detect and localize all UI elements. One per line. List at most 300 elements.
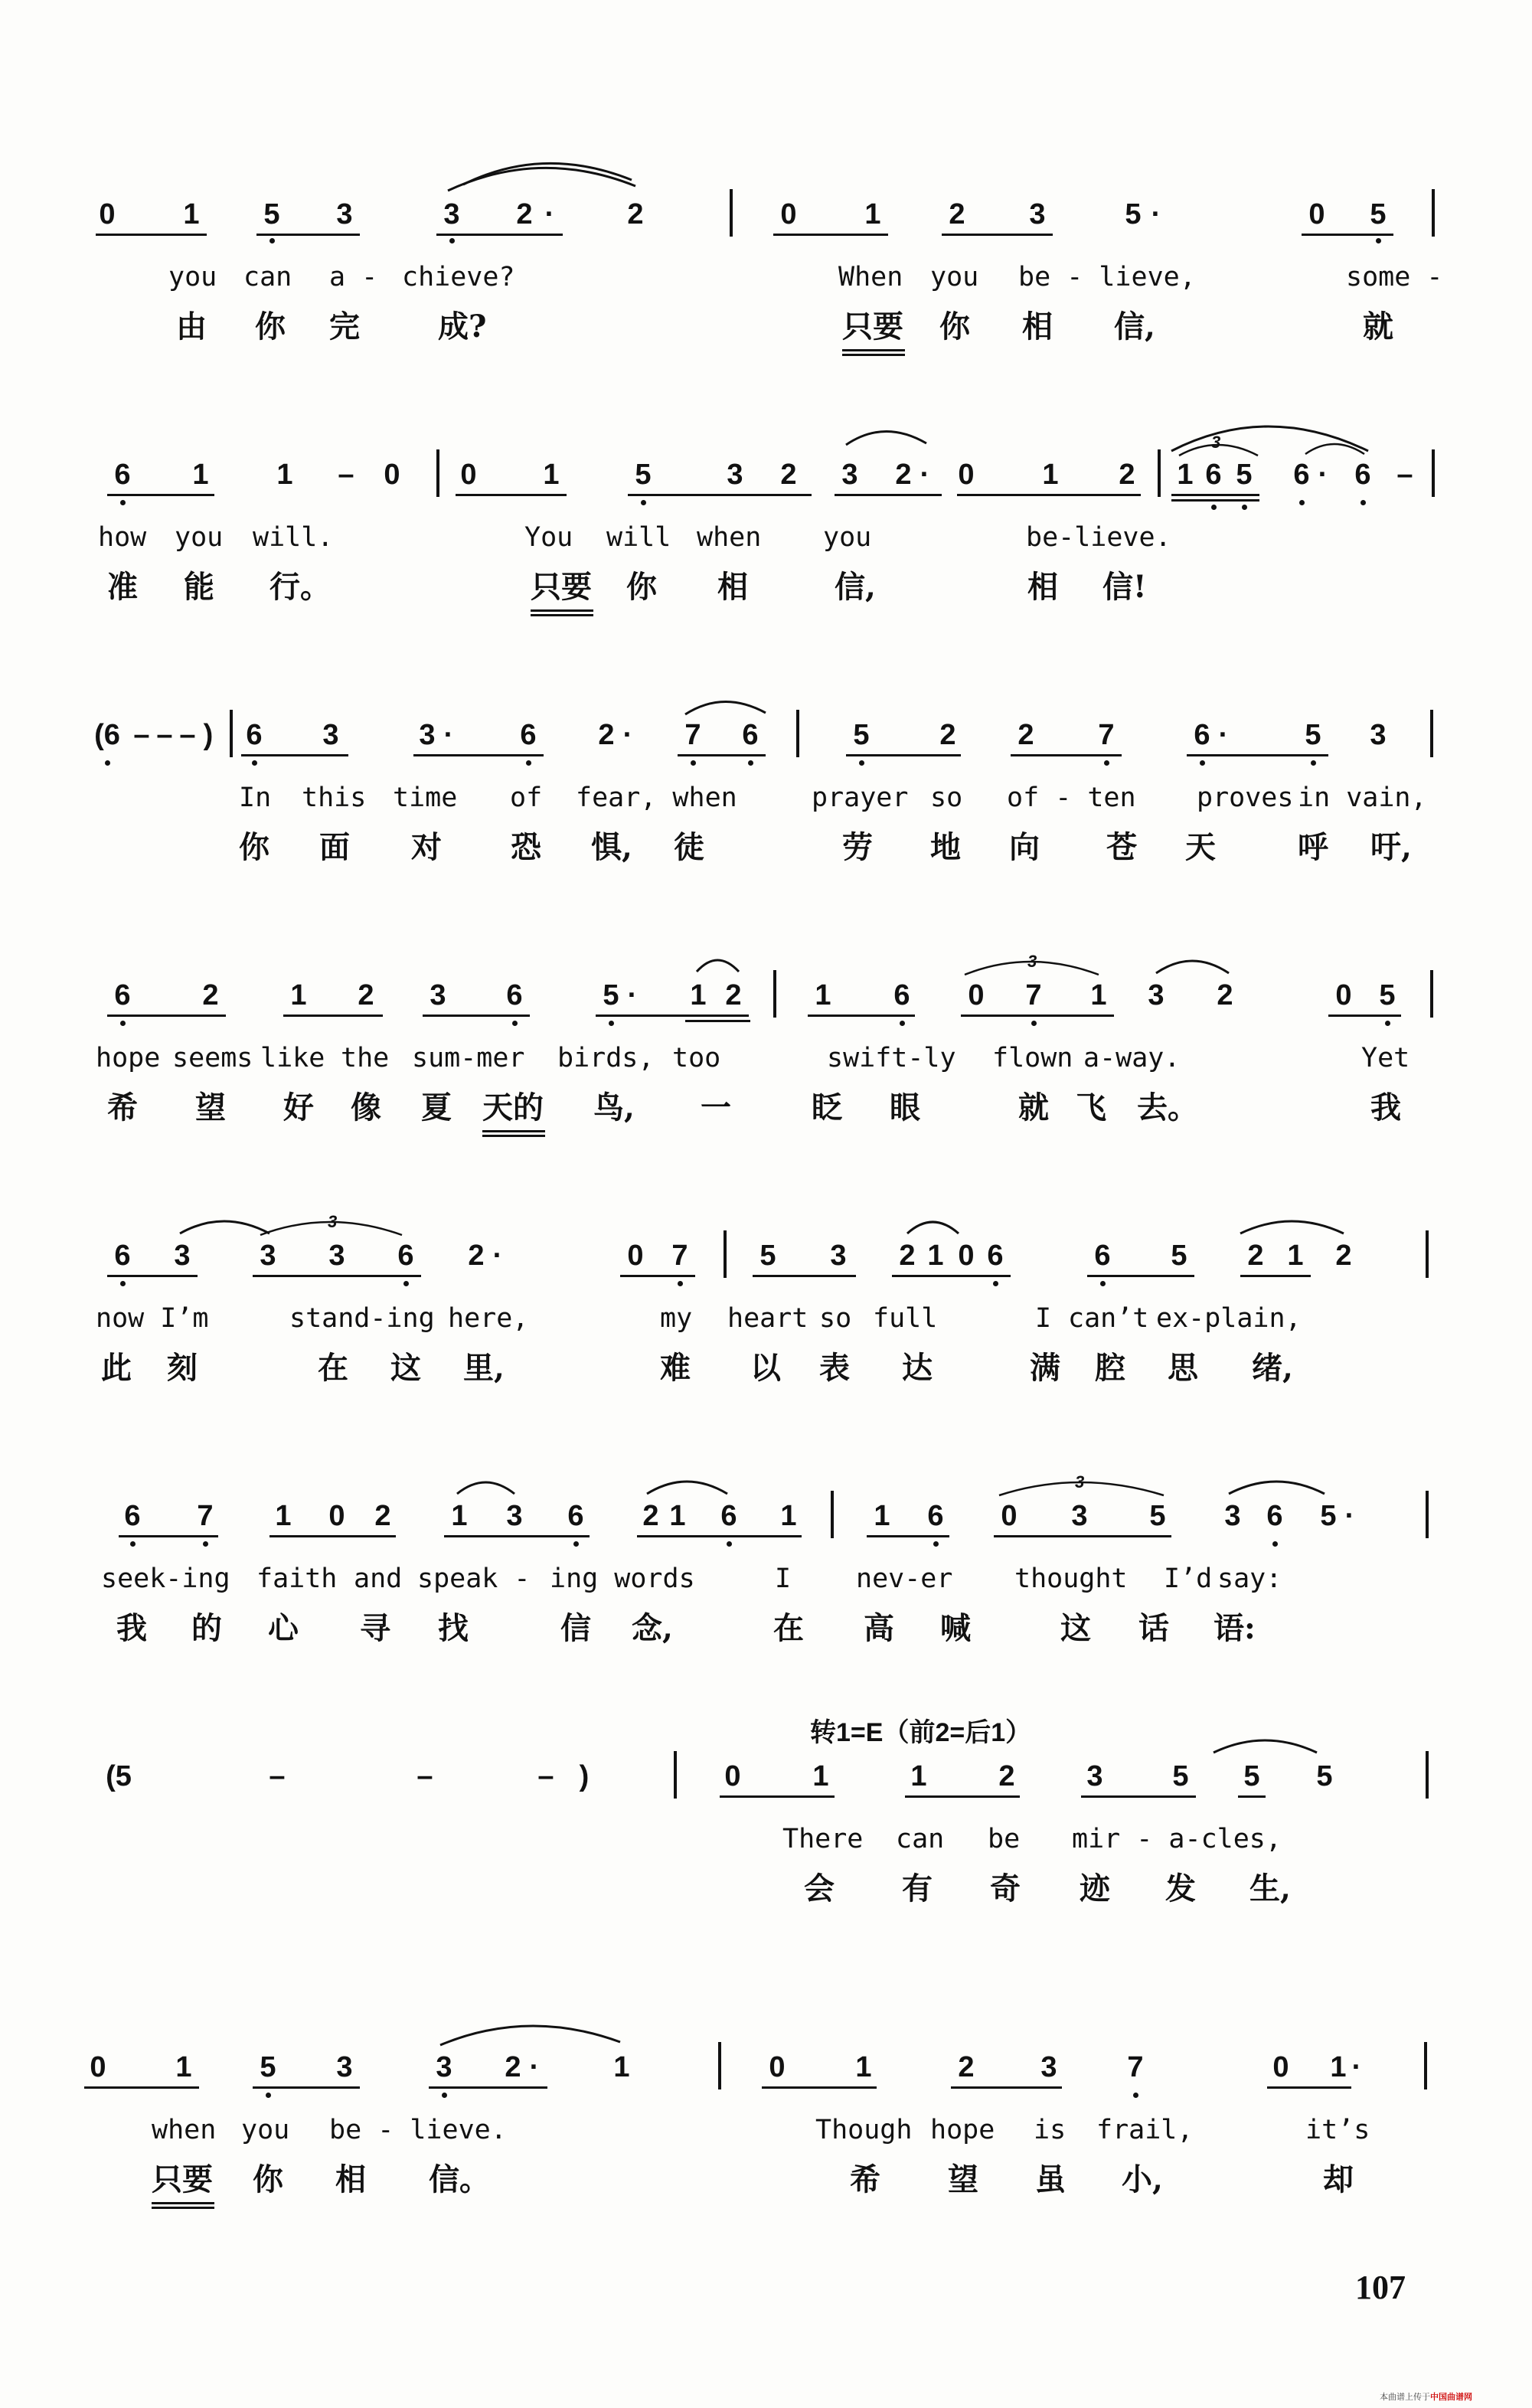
lyric-word: 腔: [1095, 1350, 1125, 1386]
note: 3: [1148, 979, 1165, 1011]
note: 7: [684, 719, 701, 751]
lyric-word: can’t: [1068, 1303, 1149, 1334]
low-octave-dot: [1031, 1021, 1037, 1026]
note: 2: [202, 979, 219, 1011]
low-octave-dot: [641, 500, 646, 505]
note: 3: [1086, 1760, 1103, 1792]
underline: [429, 2086, 547, 2089]
lyric-word: 语:: [1214, 1610, 1256, 1646]
augmentation-dot: ·: [1318, 459, 1328, 491]
note: 6: [397, 1240, 414, 1272]
lyric-word: when: [697, 522, 762, 553]
lyric-word: you: [241, 2115, 290, 2145]
note: 0: [1272, 2051, 1289, 2083]
low-octave-dot: [748, 760, 753, 766]
barline: [1432, 449, 1435, 497]
chinese-lyric-row: [0, 826, 1532, 872]
lyric-double-underline: [482, 1135, 545, 1137]
low-octave-dot: [1242, 505, 1247, 510]
note: 3: [1071, 1500, 1088, 1532]
lyric-word: 望: [195, 1090, 226, 1126]
lyric-word: 你: [626, 569, 657, 605]
underline: [628, 494, 812, 496]
lyric-word: now I’m: [96, 1303, 209, 1334]
triplet-number: 3: [1211, 433, 1221, 452]
lyric-word: 寻: [360, 1610, 390, 1646]
underline: [96, 234, 207, 236]
lyric-word: will.: [253, 522, 334, 553]
lyric-word: 高: [864, 1610, 894, 1646]
notation-row: [0, 1757, 1532, 1803]
underline: [456, 494, 567, 496]
note: 3: [841, 459, 858, 491]
slur: [681, 694, 773, 717]
lyric-word: 准: [107, 569, 138, 605]
page-number: 107: [1355, 2269, 1406, 2306]
augmentation-dot: ·: [492, 1240, 503, 1272]
lyric-word: you: [930, 262, 979, 292]
underline: [423, 1014, 530, 1017]
tie: [1302, 437, 1370, 456]
augmentation-dot: ·: [1218, 719, 1229, 751]
lyric-word: 完: [329, 309, 360, 345]
slur: [643, 1474, 735, 1497]
lyric-word: 由: [176, 309, 207, 345]
note: 5: [603, 979, 619, 1011]
underline: [720, 1795, 835, 1798]
underline: [905, 1795, 1020, 1798]
notation-row: [0, 716, 1532, 762]
triplet-number: 3: [1075, 1472, 1085, 1492]
lyric-word: 面: [319, 829, 350, 865]
lyric-word: seek-ing: [101, 1563, 230, 1594]
lyric-word: 呼: [1298, 829, 1328, 865]
note: 6: [1205, 459, 1222, 491]
note: 2: [1018, 719, 1034, 751]
lyric-word: of: [510, 783, 543, 813]
lyric-word: 你: [255, 309, 286, 345]
underline: [1087, 1275, 1194, 1277]
lyric-double-underline: [531, 609, 593, 612]
note: 0: [328, 1500, 345, 1532]
low-octave-dot: [993, 1281, 998, 1286]
underline: [762, 2086, 877, 2089]
lyric-word: birds,: [557, 1043, 655, 1073]
underline: [867, 1535, 949, 1537]
lyric-word: 表: [819, 1350, 850, 1386]
lyric-word: 我: [116, 1610, 147, 1646]
lyric-word: fear, when: [576, 783, 737, 813]
lyric-word: 惧,: [591, 829, 632, 865]
lyric-word: 相: [1022, 309, 1053, 345]
english-lyric-row: [0, 1820, 1532, 1866]
lyric-word: 夏: [421, 1090, 452, 1126]
note: 6: [114, 459, 131, 491]
lyric-word: 好: [283, 1090, 314, 1126]
note: 7: [197, 1500, 214, 1532]
low-octave-dot: [691, 760, 696, 766]
underline: [436, 234, 563, 236]
lyric-word: 地: [930, 829, 961, 865]
note: 2: [1335, 1240, 1352, 1272]
note: 0: [90, 2051, 106, 2083]
lyric-word: 信,: [835, 569, 876, 605]
lyric-word: mir - a-cles,: [1072, 1824, 1282, 1854]
low-octave-dot: [120, 1281, 126, 1286]
note: 6: [1094, 1240, 1111, 1272]
note: 2: [642, 1500, 659, 1532]
slur: [453, 1474, 522, 1497]
note: 0: [958, 459, 975, 491]
slur: [436, 2019, 628, 2047]
lyric-word: 希: [850, 2161, 880, 2197]
note: 2: [1119, 459, 1135, 491]
note: 6: [720, 1500, 737, 1532]
note: 1: [815, 979, 831, 1011]
note: 7: [1098, 719, 1115, 751]
lyric-word: time: [393, 783, 458, 813]
note: 6: [124, 1500, 141, 1532]
lyric-word: I: [1035, 1303, 1052, 1334]
lyric-word: 此: [101, 1350, 132, 1386]
underline: [678, 754, 766, 756]
note: 1: [451, 1500, 468, 1532]
low-octave-dot: [120, 500, 126, 505]
note: 2: [358, 979, 374, 1011]
note: 0: [968, 979, 985, 1011]
note: 2: [780, 459, 797, 491]
lyric-word: 对: [411, 829, 442, 865]
lyric-word: 迹: [1080, 1871, 1110, 1906]
lyric-double-underline: [482, 1130, 545, 1132]
underline: [1011, 754, 1122, 756]
lyric-word: 绪,: [1252, 1350, 1293, 1386]
barline: [1432, 189, 1435, 237]
lyric-word: and: [354, 1563, 403, 1594]
underline: [253, 2086, 360, 2089]
note: 5: [263, 198, 280, 230]
lyric-word: 以: [750, 1350, 781, 1386]
barline: [773, 970, 776, 1018]
lyric-word: There: [782, 1824, 864, 1854]
lyric-word: so: [819, 1303, 852, 1334]
lyric-word: 吁,: [1370, 829, 1412, 865]
note: 5: [1316, 1760, 1333, 1792]
augmentation-dot: ·: [622, 719, 633, 751]
lyric-word: 却: [1323, 2161, 1354, 2197]
triplet-number: 3: [328, 1212, 338, 1231]
lyric-word: here,: [448, 1303, 529, 1334]
lyric-word: thought: [1014, 1563, 1128, 1594]
lyric-word: 眨: [812, 1090, 842, 1126]
note: 3: [830, 1240, 847, 1272]
lyric-word: 飞: [1076, 1090, 1106, 1126]
lyric-word: speak -: [417, 1563, 531, 1594]
english-lyric-row: [0, 1560, 1532, 1606]
note: 1: [1090, 979, 1107, 1011]
underline: [835, 494, 942, 496]
barline: [730, 189, 733, 237]
note: 6: [1293, 459, 1310, 491]
note: 2: [895, 459, 912, 491]
english-lyric-row: [0, 518, 1532, 564]
note: 6: [114, 979, 131, 1011]
note: 2: [374, 1500, 391, 1532]
low-octave-dot: [130, 1541, 136, 1547]
note: 3: [1224, 1500, 1241, 1532]
underline: [596, 1014, 749, 1017]
lyric-word: 徒: [674, 829, 704, 865]
dash: –: [338, 459, 354, 491]
lyric-word: 这: [390, 1350, 421, 1386]
augmentation-dot: ·: [920, 459, 930, 491]
lyric-word: my: [660, 1303, 693, 1334]
lyric-word: 鸟,: [593, 1090, 635, 1126]
underline: [957, 494, 1141, 496]
lyric-word: hope: [96, 1043, 161, 1073]
note: 1: [192, 459, 209, 491]
lyric-word: When: [838, 262, 903, 292]
lyric-word: you: [823, 522, 872, 553]
lyric-word: chieve?: [402, 262, 515, 292]
lyric-double-underline: [152, 2207, 214, 2209]
note: 2: [939, 719, 956, 751]
note: 1: [543, 459, 560, 491]
lyric-word: can: [243, 262, 292, 292]
lyric-word: 达: [902, 1350, 933, 1386]
note: 0: [627, 1240, 644, 1272]
lyric-word: a-way.: [1083, 1043, 1181, 1073]
lyric-word: I: [775, 1563, 792, 1594]
lyric-word: 就: [1018, 1090, 1049, 1126]
lyric-word: swift-ly: [827, 1043, 956, 1073]
lyric-word: 心: [268, 1610, 299, 1646]
lyric-word: frail,: [1096, 2115, 1194, 2145]
note: 0: [99, 198, 116, 230]
english-lyric-row: [0, 2111, 1532, 2157]
underline: [283, 1014, 383, 1017]
underline: [753, 1275, 856, 1277]
lyric-word: 有: [902, 1871, 933, 1906]
lyric-word: 信: [560, 1610, 591, 1646]
lyric-word: 虽: [1035, 2161, 1066, 2197]
lyric-word: 我: [1370, 1090, 1401, 1126]
lyric-double-underline: [842, 354, 905, 356]
note: 1: [1177, 459, 1194, 491]
lyric-word: flown: [992, 1043, 1073, 1073]
barline: [230, 710, 233, 757]
chinese-lyric-row: [0, 1086, 1532, 1132]
underline: [107, 1014, 226, 1017]
notation-row: [0, 195, 1532, 241]
underline: [961, 1014, 1114, 1017]
lyric-word: 去。: [1137, 1090, 1198, 1126]
lyric-word: 你: [939, 309, 970, 345]
lyric-word: 生,: [1249, 1871, 1291, 1906]
note: ): [203, 719, 214, 751]
note: 7: [1127, 2051, 1144, 2083]
note: 3: [430, 979, 446, 1011]
slur: [444, 162, 643, 192]
lyric-word: 里,: [463, 1350, 505, 1386]
barline: [1426, 1751, 1429, 1799]
low-octave-dot: [727, 1541, 732, 1547]
lyric-word: 话: [1138, 1610, 1169, 1646]
note: 0: [780, 198, 797, 230]
note: 2: [998, 1760, 1015, 1792]
underline: [256, 234, 360, 236]
note: 5: [1171, 1240, 1187, 1272]
lyric-word: it’s: [1305, 2115, 1370, 2145]
underline: [773, 234, 888, 236]
note: 3: [443, 198, 460, 230]
note: 1: [183, 198, 200, 230]
slur: [842, 425, 934, 448]
lyric-word: Though: [815, 2115, 913, 2145]
note: 6: [567, 1500, 584, 1532]
underline: [1171, 499, 1259, 502]
note: 1: [910, 1760, 927, 1792]
notation-row: [0, 1237, 1532, 1282]
note: 6: [246, 719, 263, 751]
note: 0: [384, 459, 400, 491]
note: 3: [336, 198, 353, 230]
note: 1: [927, 1240, 944, 1272]
low-octave-dot: [403, 1281, 409, 1286]
low-octave-dot: [573, 1541, 579, 1547]
note: 1: [855, 2051, 872, 2083]
note: 6: [506, 979, 523, 1011]
note: ): [579, 1760, 590, 1792]
lyric-word: 你: [253, 2161, 283, 2197]
lyric-word: ing words: [550, 1563, 695, 1594]
low-octave-dot: [678, 1281, 683, 1286]
note: 1: [175, 2051, 192, 2083]
low-octave-dot: [609, 1021, 614, 1026]
note: 3: [336, 2051, 353, 2083]
note: 3: [727, 459, 743, 491]
note: 1: [290, 979, 307, 1011]
note: (5: [106, 1760, 132, 1792]
note: 5: [1125, 198, 1142, 230]
note: 5: [1236, 459, 1253, 491]
lyric-word: full: [873, 1303, 938, 1334]
note: 3: [419, 719, 436, 751]
lyric-word: 像: [351, 1090, 381, 1126]
lyric-word: 行。: [269, 569, 331, 605]
low-octave-dot: [203, 1541, 208, 1547]
low-octave-dot: [933, 1541, 939, 1547]
note: 0: [1335, 979, 1352, 1011]
lyric-word: 望: [948, 2161, 978, 2197]
lyric-word: 念,: [632, 1610, 673, 1646]
chinese-lyric-row: [0, 566, 1532, 612]
note: 2: [1247, 1240, 1264, 1272]
slur: [693, 952, 746, 975]
lyric-word: 刻: [167, 1350, 198, 1386]
lyric-word: Yet: [1361, 1043, 1410, 1073]
lyric-word: 劳: [842, 829, 873, 865]
low-octave-dot: [859, 760, 864, 766]
note: 2: [958, 2051, 975, 2083]
notation-row: [0, 976, 1532, 1022]
lyric-double-underline: [152, 2202, 214, 2204]
lyric-word: 天: [1185, 829, 1216, 865]
source-brand: 中国曲谱网: [1430, 2392, 1472, 2402]
lyric-word: be: [988, 1824, 1021, 1854]
low-octave-dot: [1361, 500, 1366, 505]
lyric-word: 能: [184, 569, 214, 605]
barline: [1430, 970, 1433, 1018]
lyric-word: heart: [727, 1303, 808, 1334]
underline: [1171, 494, 1259, 496]
underline: [119, 1535, 218, 1537]
lyric-word: 眼: [890, 1090, 920, 1126]
underline: [620, 1275, 695, 1277]
lyric-word: 信。: [429, 2161, 490, 2197]
note: 5: [1305, 719, 1321, 751]
note: 0: [769, 2051, 786, 2083]
note: 1: [669, 1500, 686, 1532]
underline: [685, 1020, 750, 1022]
slur: [1152, 953, 1236, 976]
low-octave-dot: [1272, 1541, 1278, 1547]
barline: [1430, 710, 1433, 757]
low-octave-dot: [120, 1021, 126, 1026]
low-octave-dot: [269, 238, 275, 243]
lyric-word: 向: [1009, 829, 1040, 865]
underline: [846, 754, 961, 756]
lyric-word: 难: [660, 1350, 691, 1386]
lyric-word: In: [239, 783, 272, 813]
note: 6: [1194, 719, 1210, 751]
lyric-word: 相: [1027, 569, 1058, 605]
lyric-word: 喊: [940, 1610, 971, 1646]
lyric-word: 一: [701, 1090, 731, 1126]
lyric-word: 在: [773, 1610, 804, 1646]
barline: [1424, 2042, 1427, 2089]
note: 3: [1040, 2051, 1057, 2083]
note: 6: [987, 1240, 1004, 1272]
lyric-word: 这: [1060, 1610, 1091, 1646]
lyric-word: 满: [1030, 1350, 1060, 1386]
note: 0: [1308, 198, 1325, 230]
underline: [951, 2086, 1062, 2089]
note: 1: [874, 1500, 890, 1532]
note: 2: [516, 198, 533, 230]
note: 2: [468, 1240, 485, 1272]
low-octave-dot: [105, 760, 110, 766]
augmentation-dot: ·: [1151, 198, 1161, 230]
lyric-word: be-lieve.: [1026, 522, 1171, 553]
lyric-word: 找: [438, 1610, 469, 1646]
lyric-word: like: [260, 1043, 325, 1073]
lyric-word: how: [98, 522, 147, 553]
lyric-word: in vain,: [1298, 783, 1427, 813]
barline: [1158, 449, 1161, 497]
key-change-marking: 转1=E（前2=后1）: [810, 1718, 1032, 1747]
chinese-lyric-row: [0, 305, 1532, 351]
barline: [796, 710, 799, 757]
slur: [1236, 1214, 1351, 1237]
lyric-word: prayer: [812, 783, 909, 813]
note: 1: [1287, 1240, 1304, 1272]
note: 6: [1354, 459, 1371, 491]
underline: [994, 1535, 1171, 1537]
note: 2: [949, 198, 965, 230]
augmentation-dot: ·: [443, 719, 454, 751]
barline: [1426, 1230, 1429, 1278]
